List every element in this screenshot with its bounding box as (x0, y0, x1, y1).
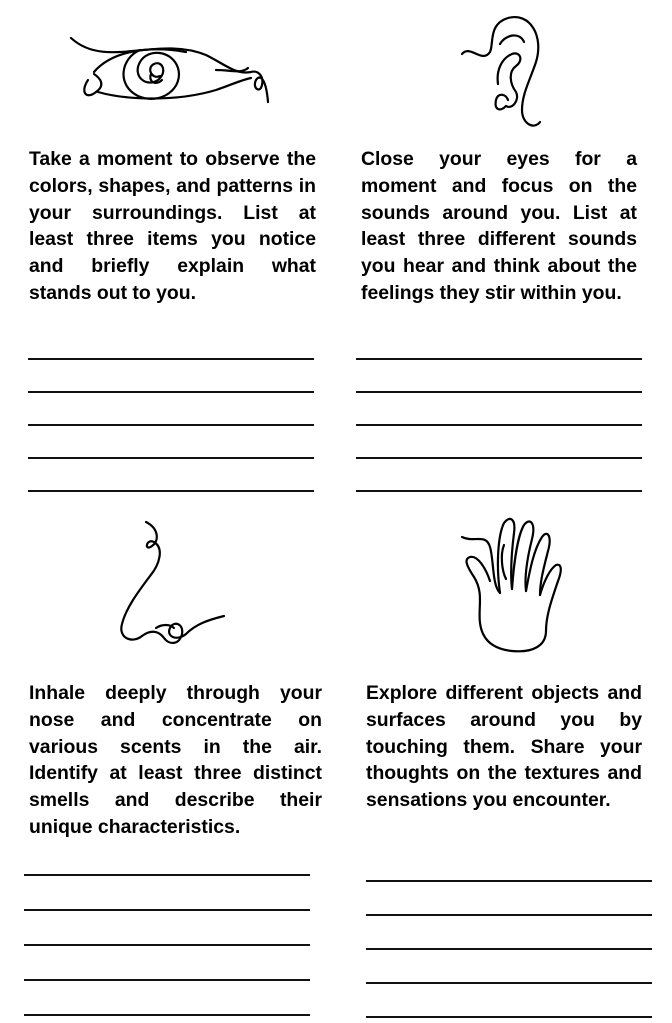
hand-icon (460, 515, 570, 655)
answer-line[interactable] (24, 944, 310, 946)
answer-lines-smell (24, 874, 310, 1016)
answer-line[interactable] (28, 358, 314, 360)
prompt-touch: Explore different objects and surfaces around you by touching them. Share your thoughts on the textures and sensations you encounter. (366, 682, 642, 812)
answer-lines-hearing (356, 358, 642, 492)
prompt-smell: Inhale deeply through your nose and concentrate on various scents in the air. Identify at least three distinct smells and describe their unique characteristics. (29, 682, 322, 838)
prompt-sight: Take a moment to observe the colors, shapes, and patterns in your surroundings. List at least three items you notice and briefly explain what stands out to you. (29, 148, 316, 304)
answer-line[interactable] (24, 1014, 310, 1016)
answer-line[interactable] (24, 909, 310, 911)
answer-line[interactable] (356, 457, 642, 459)
answer-line[interactable] (356, 358, 642, 360)
answer-line[interactable] (28, 391, 314, 393)
answer-line[interactable] (366, 880, 652, 882)
prompt-hearing: Close your eyes for a moment and focus on the sounds around you. List at least three different sounds you hear and think about the feelings they stir within you. (361, 148, 637, 304)
answer-line[interactable] (356, 424, 642, 426)
answer-line[interactable] (366, 914, 652, 916)
eye-icon (66, 30, 271, 105)
answer-line[interactable] (28, 490, 314, 492)
answer-line[interactable] (356, 490, 642, 492)
answer-line[interactable] (24, 874, 310, 876)
answer-lines-sight (28, 358, 314, 492)
answer-line[interactable] (356, 391, 642, 393)
answer-lines-touch (366, 880, 652, 1018)
ear-icon (460, 14, 580, 132)
answer-line[interactable] (28, 457, 314, 459)
nose-icon (116, 520, 228, 650)
answer-line[interactable] (24, 979, 310, 981)
answer-line[interactable] (366, 1016, 652, 1018)
answer-line[interactable] (28, 424, 314, 426)
answer-line[interactable] (366, 982, 652, 984)
answer-line[interactable] (366, 948, 652, 950)
